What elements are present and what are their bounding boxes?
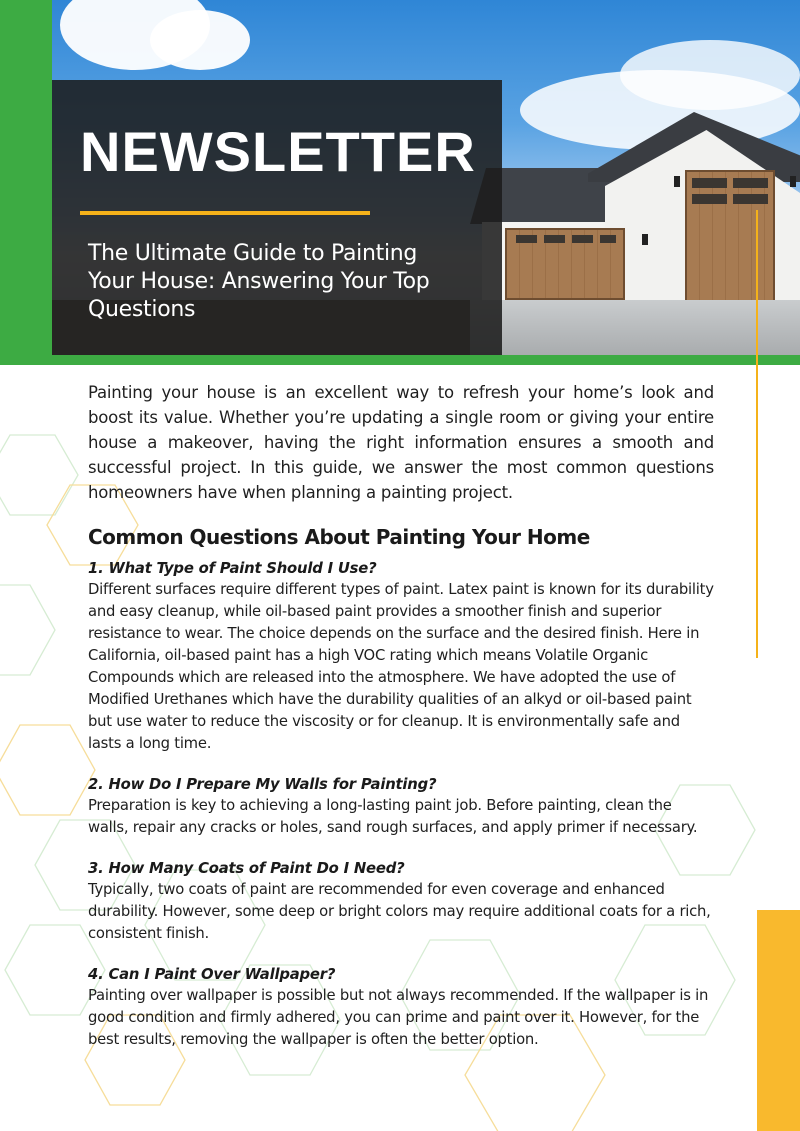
garage-window [692,194,726,204]
carriage-door [685,170,775,302]
garage-window [516,235,537,243]
section-heading: Common Questions About Painting Your Home [88,525,590,549]
garage-window [733,194,767,204]
wall-lamp-icon [674,176,680,187]
faq-item [88,559,714,755]
intro-paragraph: Painting your house is an excellent way to refresh your home’s look and boost its value. Whether you’re updating a single room or giving your entire house a makeover, having the right information ensures a smooth and successful project. In this guide, we answer the most common questions homeowners have when planning a painting project. [88,383,714,502]
garage-window [733,178,767,188]
gold-accent-line [756,210,758,658]
green-divider-band [0,355,800,365]
driveway [470,300,800,355]
faq-answer: Typically, two coats of paint are recommended for even coverage and enhanced durability. However, some deep or bright colors may require additional coats for a rich, consistent finish. [88,881,711,942]
garage-window [600,235,616,243]
faq-question: 2. How Do I Prepare My Walls for Painting? [88,776,437,793]
faq-question: 1. What Type of Paint Should I Use? [88,560,377,577]
faq-answer: Painting over wallpaper is possible but not always recommended. If the wallpaper is in good condition and firmly adhered, you can prime and paint over it. However, for the best results, removing the wallpaper is often the better option. [88,987,709,1048]
cloud [150,10,250,70]
wall-lamp-icon [790,176,796,187]
faq-answer: Different surfaces require different types of paint. Latex paint is known for its durability and easy cleanup, while oil-based paint provides a smoother finish and superior resistance to wear. The choice depends on the surface and the desired finish. Here in California, oil-based paint has a high VOC rating which means Volatile Organic Compounds which are released into the atmosphere. We have adopted the use of Modified Urethanes which have the durability qualities of an alkyd or oil-based paint but use water to reduce the viscosity or for cleanup. It is environmentally safe and lasts a long time. [88,581,714,752]
newsletter-title: NEWSLETTER [80,120,476,183]
wall-lamp-icon [642,234,648,245]
garage-window [544,235,565,243]
faq-answer: Preparation is key to achieving a long-lasting paint job. Before painting, clean the walls, repair any cracks or holes, sand rough surfaces, and apply primer if necessary. [88,797,698,836]
faq-item [88,859,714,945]
hero-banner [0,0,800,355]
garage-window [692,178,726,188]
faq-question: 3. How Many Coats of Paint Do I Need? [88,860,405,877]
garage-window [572,235,593,243]
left-accent-bar [0,0,52,355]
gold-accent-block [757,910,800,1131]
faq-item [88,775,714,839]
faq-item [88,965,714,1051]
newsletter-subtitle: The Ultimate Guide to Painting Your House: Answering Your Top Questions [88,241,430,322]
article-content [88,380,714,1051]
title-underline [80,211,370,215]
cloud [620,40,800,110]
faq-question: 4. Can I Paint Over Wallpaper? [88,966,336,983]
garage-door [505,228,625,300]
